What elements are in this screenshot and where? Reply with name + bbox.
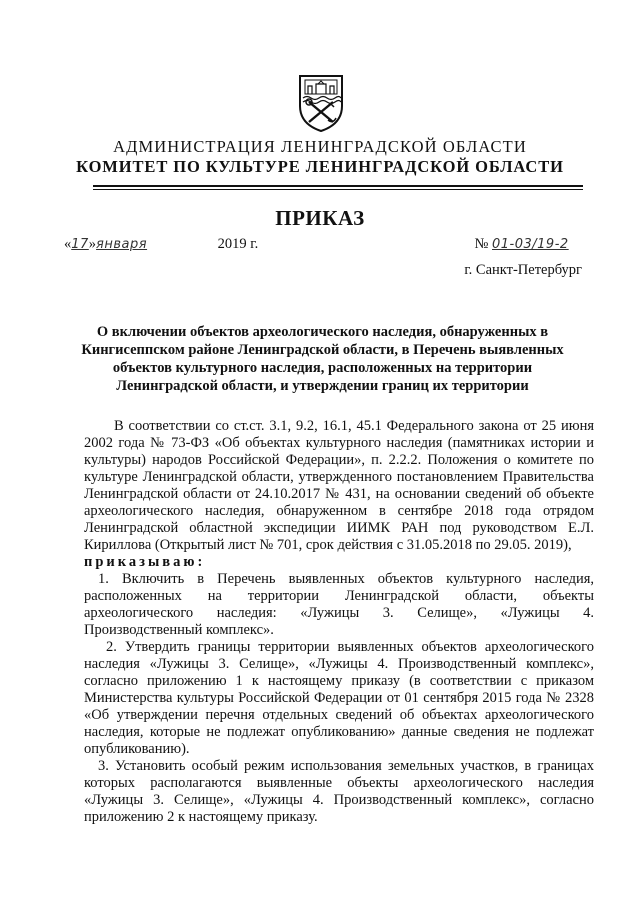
document-title: О включении объектов археологического наследия, обнаруженных в Кингисеппском районе Ленинградской области, в Перечень выявленных объектов культурного наследия, расположенных на территории Ленинградской области, и утверждении границ их территории xyxy=(81,324,564,394)
document-type: ПРИКАЗ xyxy=(275,206,365,230)
order-item-3: 3. Установить особый режим использования земельных участков, в границах которых располагаются выявленные объекты археологического наследия «Лужицы 3. Селище», «Лужицы 4. Производственный комплекс», согласно приложению 2 к настоящему приказу. xyxy=(84,758,594,825)
date-day-handwritten: 17 xyxy=(71,237,89,252)
number-handwritten: 01-03/19-2 xyxy=(492,237,569,252)
document-date: «17»января 2019 г. xyxy=(64,236,259,252)
header-divider xyxy=(93,185,583,187)
document-city: г. Санкт-Петербург xyxy=(464,262,582,278)
document-number: № 01-03/19-2 xyxy=(475,236,580,253)
committee-name: КОМИТЕТ ПО КУЛЬТУРЕ ЛЕНИНГРАДСКОЙ ОБЛАСТИ xyxy=(76,157,564,176)
header-divider-thin xyxy=(93,189,583,190)
order-item-2: 2. Утвердить границы территории выявленных объектов археологического наследия «Лужицы 3. Селище», «Лужицы 4. Производственный комплекс», согласно приложению 1 к настоящему приказу (в соответствии с приказом Министерства культуры Российской Федерации от 01 сентября 2015 года № 2328 «Об утверждении перечня отдельных сведений об объектах археологического наследия, которые не подлежат опубликованию» данные сведения не подлежат опубликованию). xyxy=(84,639,594,757)
organization-name: АДМИНИСТРАЦИЯ ЛЕНИНГРАДСКОЙ ОБЛАСТИ xyxy=(113,137,527,156)
order-item-1: 1. Включить в Перечень выявленных объектов культурного наследия, расположенных на территории Ленинградской области, объекты археологического наследия: «Лужицы 3. Селище», «Лужицы 4. Производственный комплекс». xyxy=(84,571,594,638)
orders-line: приказываю: xyxy=(84,554,206,570)
coat-of-arms-icon xyxy=(296,72,346,134)
date-year: 2019 г. xyxy=(217,236,259,252)
date-month-handwritten: января xyxy=(96,237,148,252)
preamble-paragraph: В соответствии со ст.ст. 3.1, 9.2, 16.1, 45.1 Федерального закона от 25 июня 2002 года № 73-ФЗ «Об объектах культурного наследия (памятниках истории и культуры) народов Российской Федерации», п. 2.2.2. Положения о комитете по культуре Ленинградской области, утвержденного постановлением Правительства Ленинградской области от 24.10.2017 № 431, на основании сведений об объекте археологического наследия, обнаруженном в сентябре 2018 года отрядом Ленинградской областной экспедиции ИИМК РАН под руководством Е.Л. Кириллова (Открытый лист № 701, срок действия с 31.05.2018 по 29.05. 2019), xyxy=(84,418,594,553)
document-body xyxy=(84,418,594,826)
